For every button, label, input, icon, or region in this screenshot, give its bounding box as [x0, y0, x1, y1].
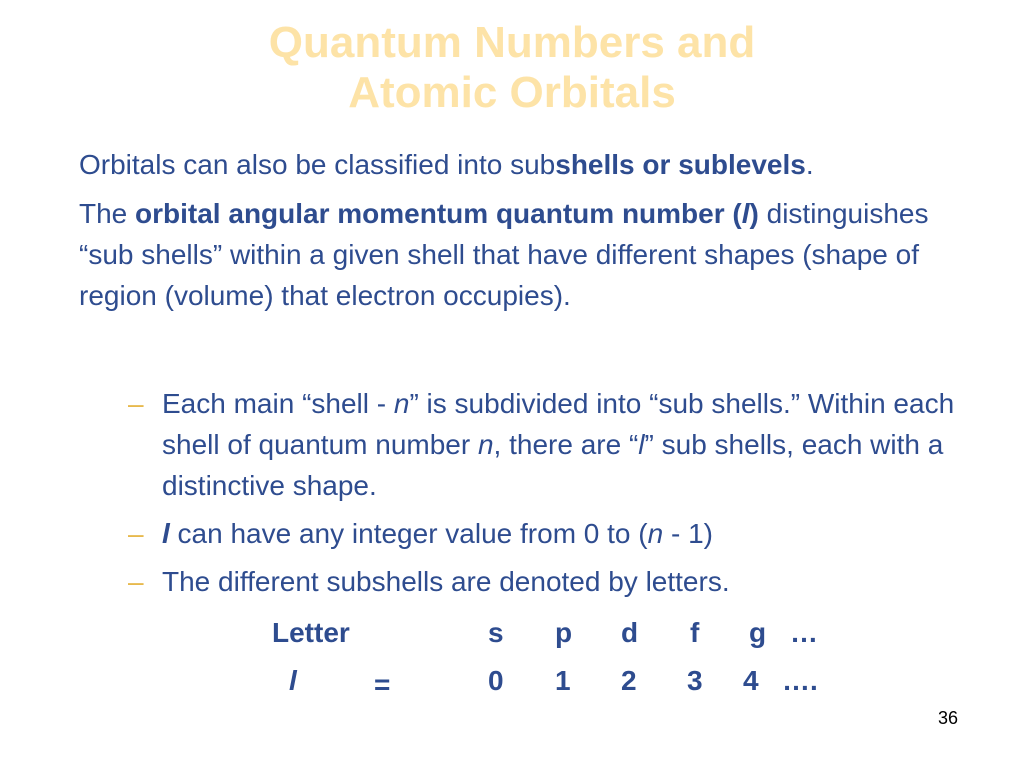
b1-l: l — [638, 429, 645, 460]
b2-end: - 1) — [663, 518, 713, 549]
title-line-2: Atomic Orbitals — [348, 68, 676, 117]
value-3: 3 — [687, 665, 703, 696]
b2-n: n — [647, 518, 664, 549]
b3-text: The different subshells are denoted by letters. — [162, 566, 730, 597]
b1-n: n — [393, 388, 410, 419]
paragraph-angular-momentum — [79, 193, 979, 316]
bullet-item-shells — [128, 383, 978, 506]
value-4: 4 — [743, 665, 759, 696]
letter-d: d — [621, 617, 639, 648]
b1-text-c: ” is subdivided into “sub shells.” Within each shell of quantum number — [162, 388, 955, 460]
bullet-item-letters — [128, 561, 978, 602]
p1-bold: shells or sublevels — [555, 149, 806, 180]
bullet-list — [128, 383, 978, 609]
dash-bullet: – — [128, 518, 144, 549]
p2-paren: ) — [749, 198, 759, 229]
slide-title — [0, 18, 1024, 118]
dash-bullet: – — [128, 566, 144, 597]
page-number: 36 — [938, 708, 959, 728]
bullet-item-l-range — [128, 513, 978, 554]
b1-text-g: ” sub shells, each with a distinctive shape. — [162, 429, 944, 501]
b1-text-a: Each main “shell - — [162, 388, 394, 419]
letter-f: f — [690, 617, 700, 648]
p2-text-e: distinguishes “sub shells” within a given shell that have different shapes (shape of region (volume) that electron occupies). — [79, 198, 929, 311]
p2-l-symbol: l — [741, 198, 750, 229]
letter-g: g — [749, 617, 767, 648]
b2-l: l — [162, 518, 170, 549]
p1-text: Orbitals can also be classified into sub — [79, 149, 556, 180]
value-1: 1 — [555, 665, 571, 696]
value-2: 2 — [621, 665, 637, 696]
b2-text: can have any integer value from 0 to ( — [169, 518, 648, 549]
title-line-1: Quantum Numbers and — [268, 18, 756, 67]
value-ellipsis: …. — [782, 665, 818, 696]
value-0: 0 — [488, 665, 504, 696]
letter-s: s — [488, 617, 504, 648]
p2-bold: orbital angular momentum quantum number ( — [135, 198, 742, 229]
b1-text-e: , there are “ — [493, 429, 639, 460]
dash-bullet: – — [128, 388, 144, 419]
row-label-l: l — [289, 665, 297, 696]
b1-n2: n — [477, 429, 494, 460]
paragraph-subshells — [79, 144, 979, 185]
letter-p: p — [555, 617, 573, 648]
equals-sign: = — [374, 669, 391, 700]
p1-end: . — [805, 149, 814, 180]
p2-text-a: The — [79, 198, 136, 229]
letter-ellipsis: … — [790, 617, 818, 648]
row-label-letter: Letter — [272, 617, 350, 648]
